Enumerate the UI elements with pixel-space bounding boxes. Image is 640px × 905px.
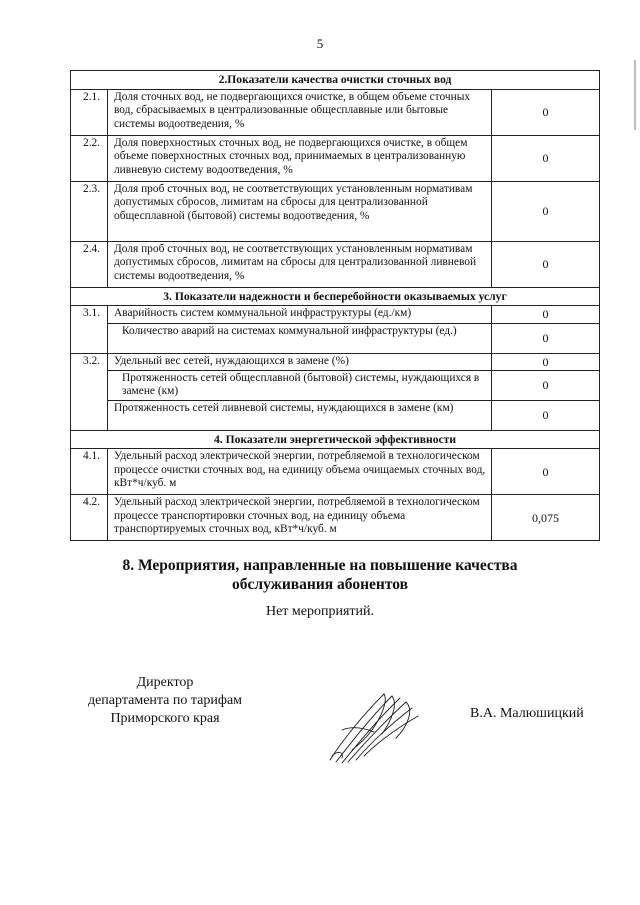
table-row	[71, 495, 600, 541]
row-description: Аварийность систем коммунальной инфраструктуры (ед./км)	[108, 306, 492, 323]
table-row	[71, 449, 600, 495]
row-value: 0,075	[492, 495, 600, 541]
page-number: 5	[316, 36, 324, 51]
section-header-row	[71, 430, 600, 449]
row-description: Удельный расход электрической энергии, потребляемой в технологическом процессе очистки сточных вод, на единицу объема очищаемых сточных вод, кВт*ч/куб. м	[108, 449, 492, 495]
signer-position	[60, 674, 270, 729]
row-description: Протяженность сетей ливневой системы, нуждающихся в замене (км)	[108, 400, 492, 430]
row-description: Доля проб сточных вод, не соответствующих установленным нормативам допустимых сбросов, лимитам на сбросы для централизованной ливневой системы водоотведения, %	[108, 241, 492, 287]
row-description: Протяженность сетей общесплавной (бытовой) системы, нуждающихся в замене (км)	[108, 370, 492, 400]
row-description: Доля проб сточных вод, не соответствующих установленным нормативам допустимых сбросов, лимитам на сбросы для централизованной общесплавной (бытовой) системы водоотведения, %	[108, 181, 492, 241]
table-row	[71, 370, 600, 400]
signer-position-line1: Директор	[136, 675, 194, 690]
table-row	[71, 181, 600, 241]
section-8-heading-line1: 8. Мероприятия, направленные на повышение качества	[122, 557, 518, 574]
signer-name: В.А. Малюшицкий	[470, 706, 584, 721]
table-row	[71, 400, 600, 430]
row-value: 0	[492, 353, 600, 370]
section-title-energy: 4. Показатели энергетической эффективности	[71, 430, 600, 449]
section-title-reliability: 3. Показатели надежности и бесперебойности оказываемых услуг	[71, 287, 600, 306]
row-number: 3.2.	[71, 353, 108, 430]
table-row	[71, 323, 600, 353]
section-8-heading-line2: обслуживания абонентов	[232, 576, 408, 594]
row-value: 0	[492, 181, 600, 241]
section-title-quality: 2.Показатели качества очистки сточных вод	[71, 71, 600, 90]
row-number: 4.1.	[71, 449, 108, 495]
row-number: 2.4.	[71, 241, 108, 287]
row-value: 0	[492, 370, 600, 400]
section-8-heading	[0, 556, 640, 595]
row-value: 0	[492, 400, 600, 430]
row-value: 0	[492, 449, 600, 495]
signer-position-line3: Приморского края	[110, 711, 220, 727]
row-value: 0	[492, 241, 600, 287]
section-header-row	[71, 287, 600, 306]
row-number: 2.2.	[71, 135, 108, 181]
row-number: 2.1.	[71, 89, 108, 135]
signer-position-line2: департамента по тарифам	[87, 693, 243, 709]
row-description: Количество аварий на системах коммунальной инфраструктуры (ед.)	[108, 323, 492, 353]
section-header-row	[71, 71, 600, 90]
indicators-table	[70, 70, 600, 541]
table-row	[71, 306, 600, 323]
row-value: 0	[492, 306, 600, 323]
table-row	[71, 353, 600, 370]
scan-edge-mark	[634, 60, 636, 130]
table-row	[71, 135, 600, 181]
section-8-content: Нет мероприятий.	[265, 604, 375, 619]
row-value: 0	[492, 135, 600, 181]
row-value: 0	[492, 323, 600, 353]
row-number: 2.3.	[71, 181, 108, 241]
table-row	[71, 89, 600, 135]
row-description: Удельный расход электрической энергии, потребляемой в технологическом процессе транспортировки сточных вод, на единицу объема транспортируемых сточных вод, кВт*ч/куб. м	[108, 495, 492, 541]
row-value: 0	[492, 89, 600, 135]
row-number: 3.1.	[71, 306, 108, 353]
handwritten-signature-icon	[322, 686, 432, 766]
row-description: Доля поверхностных сточных вод, не подвергающихся очистке, в общем объеме поверхностных сточных вод, принимаемых в централизованную ливневую систему водоотведения, %	[108, 135, 492, 181]
row-description: Удельный вес сетей, нуждающихся в замене (%)	[108, 353, 492, 370]
table-row	[71, 241, 600, 287]
row-description: Доля сточных вод, не подвергающихся очистке, в общем объеме сточных вод, сбрасываемых в централизованные общесплавные или бытовые системы водоотведения, %	[108, 89, 492, 135]
row-number: 4.2.	[71, 495, 108, 541]
